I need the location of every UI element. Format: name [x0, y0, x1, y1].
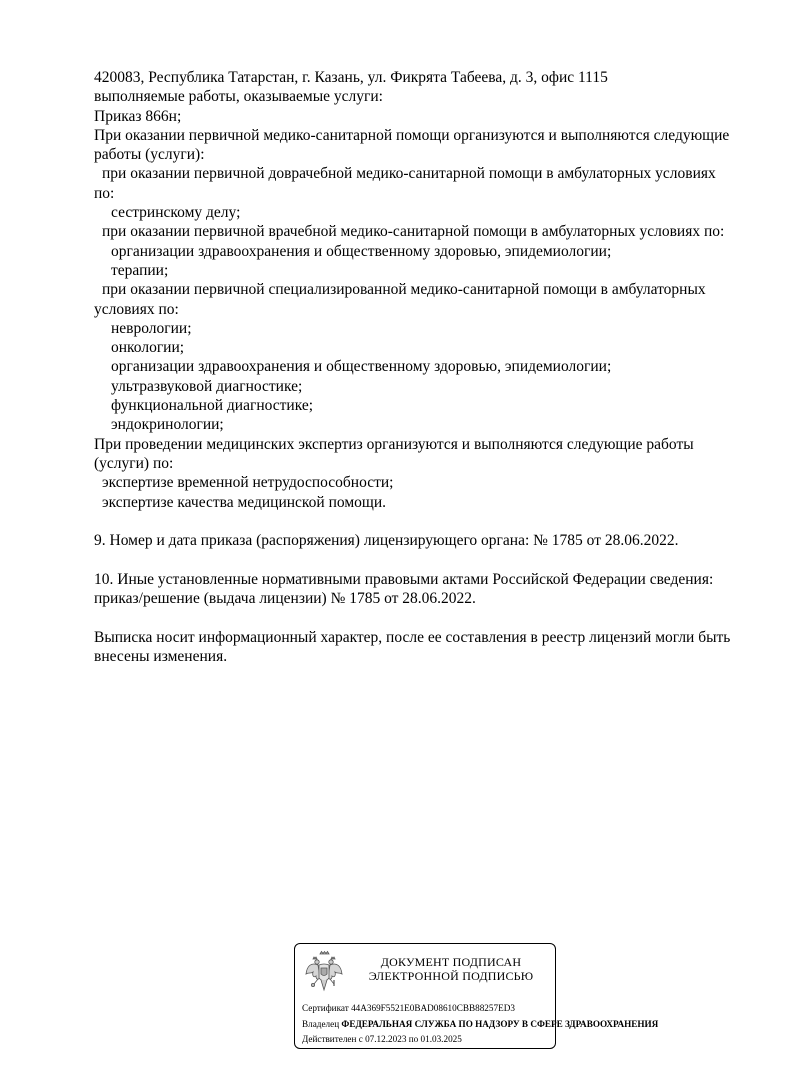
stamp-title-line1: ДОКУМЕНТ ПОДПИСАН — [380, 955, 522, 969]
stamp-title — [353, 955, 549, 983]
electronic-signature-stamp — [294, 943, 659, 1049]
paragraph-gap — [94, 550, 764, 569]
owner-value: ФЕДЕРАЛЬНАЯ СЛУЖБА ПО НАДЗОРУ В СФЕРЕ ЗДРАВООХРАНЕНИЯ — [341, 1018, 659, 1029]
text-line: терапии; — [111, 261, 169, 279]
stamp-details — [302, 1001, 659, 1048]
text-line: при оказании первичной специализированной медико-санитарной помощи в амбулаторных — [102, 281, 706, 299]
text-line: экспертизе временной нетрудоспособности; — [102, 474, 394, 492]
text-line: (услуги) по: — [94, 454, 174, 472]
coat-of-arms-icon — [305, 950, 343, 994]
certificate-row — [302, 1001, 555, 1017]
text-line: При оказании первичной медико-санитарной помощи организуются и выполняются следующие — [94, 126, 730, 144]
text-line: по: — [94, 184, 115, 202]
text-line: внесены изменения. — [94, 647, 228, 665]
text-line: 9. Номер и дата приказа (распоряжения) лицензирующего органа: № 1785 от 28.06.2022. — [94, 532, 679, 550]
text-line: 420083, Республика Татарстан, г. Казань, ул. Фикрята Табеева, д. 3, офис 1115 — [94, 69, 608, 86]
validity-row: Действителен с 07.12.2023 по 01.03.2025 — [302, 1034, 462, 1044]
stamp-title-line2: ЭЛЕКТРОННОЙ ПОДПИСЬЮ — [368, 969, 534, 983]
text-line: работы (услуги): — [94, 146, 205, 164]
text-line: экспертизе качества медицинской помощи. — [102, 493, 386, 511]
text-line: ультразвуковой диагностике; — [111, 377, 303, 395]
text-line: приказ/решение (выдача лицензии) № 1785 от 28.06.2022. — [94, 590, 476, 608]
certificate-label: Сертификат — [302, 1003, 352, 1013]
paragraph-gap — [94, 512, 764, 531]
text-line: при оказании первичной доврачебной медико-санитарной помощи в амбулаторных условиях — [102, 165, 716, 183]
owner-label: Владелец — [302, 1018, 342, 1029]
text-line: Выписка носит информационный характер, после ее составления в реестр лицензий могли быть — [94, 628, 731, 646]
text-line: 10. Иные установленные нормативными правовыми актами Российской Федерации сведения: — [94, 570, 714, 588]
text-line: При проведении медицинских экспертиз организуются и выполняются следующие работы — [94, 435, 694, 453]
text-line: при оказании первичной врачебной медико-санитарной помощи в амбулаторных условиях по: — [102, 223, 725, 241]
document-body — [94, 68, 764, 666]
text-line: неврологии; — [111, 319, 192, 337]
text-line: выполняемые работы, оказываемые услуги: — [94, 88, 383, 106]
certificate-value: 44A369F5521E0BAD08610CBB88257ED3 — [351, 1003, 515, 1013]
text-line: организации здравоохранения и общественному здоровью, эпидемиологии; — [111, 242, 612, 260]
text-line: функциональной диагностике; — [111, 397, 314, 415]
text-line: эндокринологии; — [111, 416, 224, 434]
text-line: онкологии; — [111, 339, 185, 357]
text-line: сестринскому делу; — [111, 204, 241, 222]
paragraph-gap — [94, 608, 764, 627]
text-line: организации здравоохранения и общественному здоровью, эпидемиологии; — [111, 358, 612, 376]
text-line: Приказ 866н; — [94, 107, 182, 125]
owner-row — [302, 1017, 659, 1033]
text-line: условиях по: — [94, 300, 179, 318]
